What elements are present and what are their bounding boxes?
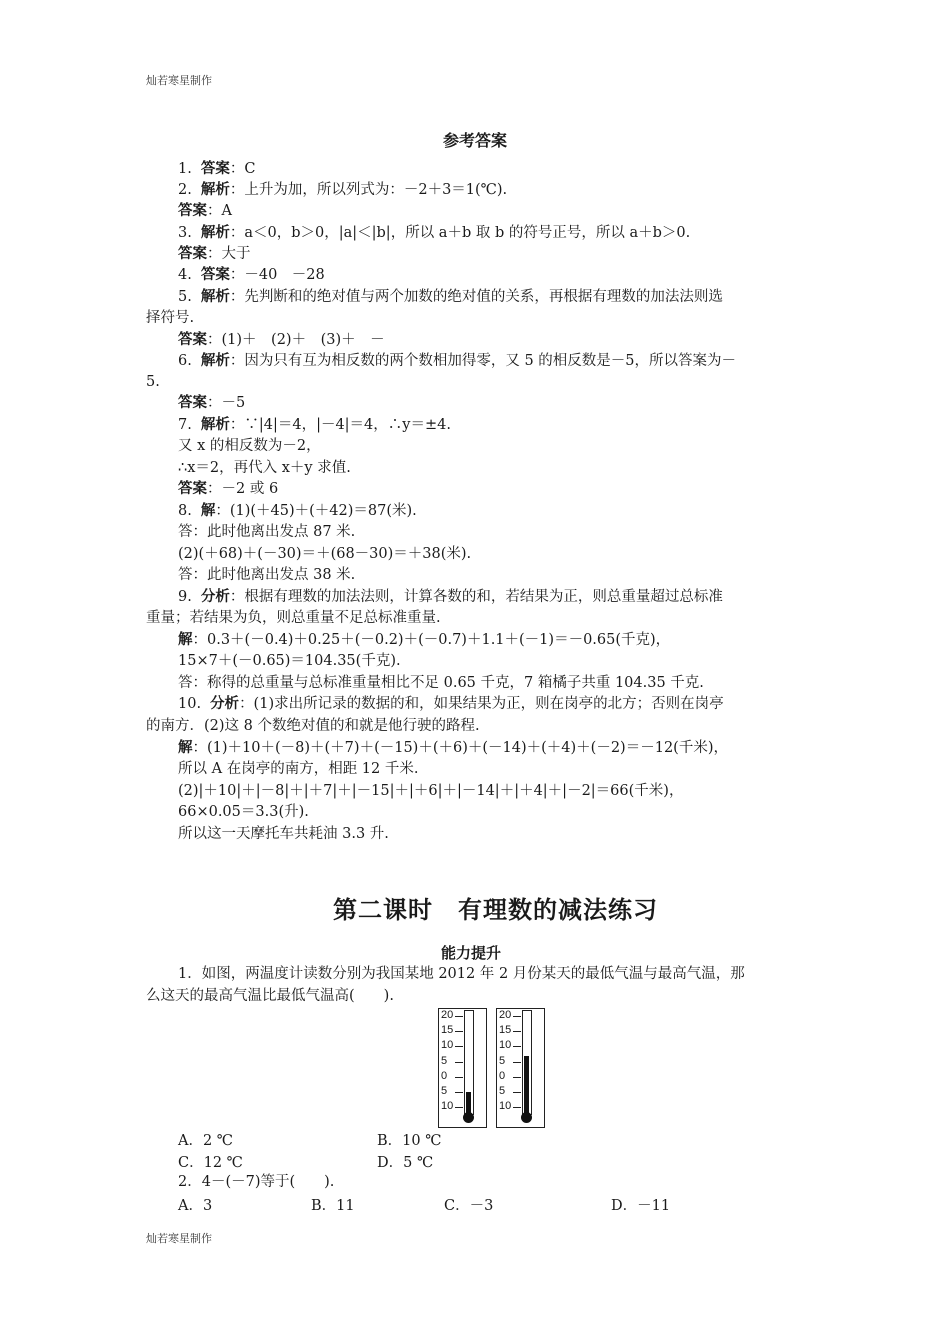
answer-keyword: 答案 [178,246,207,262]
answer-line [178,265,325,286]
tick-mark [513,1046,521,1047]
mercury-column [466,1092,471,1113]
answer-text: ：根据有理数的加法法则，计算各数的和，若结果为正，则总重量超过总标准 [229,589,723,605]
answer-keyword: 解析 [200,182,230,198]
answer-text: ：(1)＋10＋(－8)＋(＋7)＋(－15)＋(＋6)＋(－14)＋(＋4)＋(－2)＝－12(千米)， [192,740,728,756]
answer-number: 6. [178,353,192,369]
tick-label: 5 [499,1085,506,1097]
answer-text: ：a＜0，b＞0，|a|＜|b|，所以 a＋b 取 b 的符号正号，所以 a＋b＞0. [229,225,691,241]
answer-line [178,587,723,608]
answer-text: ：∵|4|＝4，|－4|＝4，∴y＝±4. [229,417,451,433]
answer-line [178,630,670,651]
answer-keyword: 答案 [178,481,207,497]
answer-text: 所以这一天摩托车共耗油 3.3 升. [178,826,389,842]
answer-text: ：先判断和的绝对值与两个加数的绝对值的关系，再根据有理数的加法法则选 [229,289,723,305]
answer-line [178,694,724,715]
answer-line [178,330,385,351]
answer-number: 2. [178,182,192,198]
answer-number: 10. [178,696,202,712]
answer-line [178,544,471,565]
answer-keyword: 分析 [210,696,240,712]
answer-line [178,393,245,414]
answer-text: ：－40 －28 [229,267,325,283]
tick-label: 15 [441,1024,454,1037]
mercury-column [524,1056,529,1114]
question-1-text-cont: 么这天的最高气温比最低气温高( ). [146,988,394,1004]
answer-line [178,651,401,672]
q1-option-a: A．2 ℃ [178,1133,234,1149]
tick-label: 5 [499,1054,506,1067]
answer-line [178,415,451,436]
answer-number: 1. [178,161,192,177]
answer-text: ：(1)(＋45)＋(＋42)＝87(米). [215,503,417,519]
answer-text: 择符号. [146,310,195,326]
answer-number: 8. [178,503,192,519]
answer-text: ：A [207,203,232,219]
tick-mark [513,1077,521,1078]
answer-line [178,436,321,457]
answer-keyword: 答案 [178,395,207,411]
q2-option-d: D．－11 [611,1198,671,1214]
tick-mark [455,1077,463,1078]
answer-keyword: 解析 [200,289,230,305]
tick-mark [455,1031,463,1032]
tick-label: 10 [499,1100,512,1113]
tick-mark [455,1092,463,1093]
tick-label: 10 [499,1039,512,1052]
answer-line [146,372,160,393]
answer-keyword: 解析 [200,417,230,433]
answer-number: 3. [178,225,192,241]
answer-text: 又 x 的相反数为－2， [178,438,321,454]
answer-keyword: 分析 [200,589,230,605]
answer-text: ∴x＝2，再代入 x＋y 求值. [178,460,351,476]
answer-text: 答：称得的总重量与总标准重量相比不足 0.65 千克，7 箱橘子共重 104.35 千克. [178,675,704,691]
answer-text: (2)(＋68)＋(－30)＝＋(68－30)＝＋38(米). [178,546,472,562]
answers-title: 参考答案 [443,131,508,150]
answer-line [178,738,728,759]
q2-option-b: B．11 [311,1198,355,1214]
answer-line [178,223,690,244]
answer-text: ：(1)求出所记录的数据的和，如果结果为正，则在岗亭的北方；否则在岗亭 [239,696,724,712]
page-footer: 灿若寒星制作 [146,1232,212,1245]
answer-number: 4. [178,267,192,283]
answer-line [178,522,355,543]
answer-text: (2)|＋10|＋|－8|＋|＋7|＋|－15|＋|＋6|＋|－14|＋|＋4|＋|－2|＝66(千米)， [178,783,684,799]
answer-text: ：－5 [207,395,246,411]
answer-keyword: 解 [178,632,193,648]
answer-text: 5. [146,374,160,390]
answer-text: ：(1)＋ (2)＋ (3)＋ － [207,332,385,348]
q1-option-d: D．5 ℃ [377,1155,434,1171]
answer-line [178,159,255,180]
q1-option-c: C．12 ℃ [178,1155,243,1171]
tick-label: 0 [441,1069,448,1082]
question-2-text: 2．4－(－7)等于( ). [178,1174,335,1190]
tick-label: 5 [441,1054,448,1067]
answer-line [178,458,351,479]
answer-line [146,716,480,737]
answer-line [178,802,309,823]
answer-text: 15×7＋(－0.65)＝104.35(千克). [178,653,401,669]
lesson-title: 第二课时 有理数的减法练习 [333,896,658,924]
tick-mark [513,1031,521,1032]
answer-line [146,308,194,329]
answer-text: ：0.3＋(－0.4)＋0.25＋(－0.2)＋(－0.7)＋1.1＋(－1)＝－0.65(千克)， [192,632,671,648]
answer-line [178,180,507,201]
answer-text: ：C [229,161,256,177]
q1-option-b: B．10 ℃ [377,1133,442,1149]
answer-text: 66×0.05＝3.3(升). [178,804,309,820]
tick-mark [455,1062,463,1063]
answer-text: ：大于 [207,246,251,262]
answer-keyword: 答案 [200,161,230,177]
answer-keyword: 解 [200,503,216,519]
section-heading: 能力提升 [441,944,502,962]
tick-mark [513,1016,521,1017]
answer-line [178,351,736,372]
answer-line [178,501,417,522]
answer-text: ：因为只有互为相反数的两个数相加得零，又 5 的相反数是－5，所以答案为－ [229,353,737,369]
tick-label: 10 [441,1039,454,1052]
answer-text: ：－2 或 6 [207,481,279,497]
answer-line [178,287,723,308]
tick-mark [455,1016,463,1017]
answer-number: 9. [178,589,192,605]
answer-number: 7. [178,417,192,433]
q2-option-a: A．3 [178,1198,213,1214]
tick-label: 20 [441,1009,454,1021]
answer-keyword: 解析 [200,225,230,241]
tick-mark [455,1107,463,1108]
answer-text: 重量；若结果为负，则总重量不足总标准重量. [146,610,441,626]
tick-label: 15 [499,1024,512,1037]
answer-text: 所以 A 在岗亭的南方，相距 12 千米. [178,761,419,777]
answer-line [178,759,418,780]
answer-line [178,781,683,802]
answer-line [146,608,441,629]
tick-label: 20 [499,1009,512,1021]
tick-label: 10 [441,1100,454,1113]
answer-text: 答：此时他离出发点 38 米. [178,567,356,583]
page-header: 灿若寒星制作 [146,74,212,87]
answer-number: 5. [178,289,192,305]
answer-text: 答：此时他离出发点 87 米. [178,524,356,540]
answer-text: ：上升为加，所以列式为：－2＋3＝1(℃). [229,182,508,198]
tick-mark [513,1107,521,1108]
answer-keyword: 答案 [178,332,207,348]
answer-line [178,479,278,500]
answer-line [178,824,389,845]
answer-keyword: 解 [178,740,193,756]
tick-mark [455,1046,463,1047]
tick-label: 5 [441,1085,448,1097]
answer-keyword: 答案 [178,203,207,219]
answer-line [178,244,251,265]
answer-line [178,201,232,222]
answer-line [178,673,704,694]
tick-label: 0 [499,1069,506,1082]
tick-mark [513,1092,521,1093]
answer-text: 的南方．(2)这 8 个数绝对值的和就是他行驶的路程. [146,718,480,734]
answer-line [178,565,355,586]
tick-mark [513,1062,521,1063]
question-1-text: 1．如图，两温度计读数分别为我国某地 2012 年 2 月份某天的最低气温与最高气温，那 [178,966,745,982]
answer-keyword: 解析 [200,353,230,369]
answer-keyword: 答案 [200,267,230,283]
q2-option-c: C．－3 [444,1198,494,1214]
